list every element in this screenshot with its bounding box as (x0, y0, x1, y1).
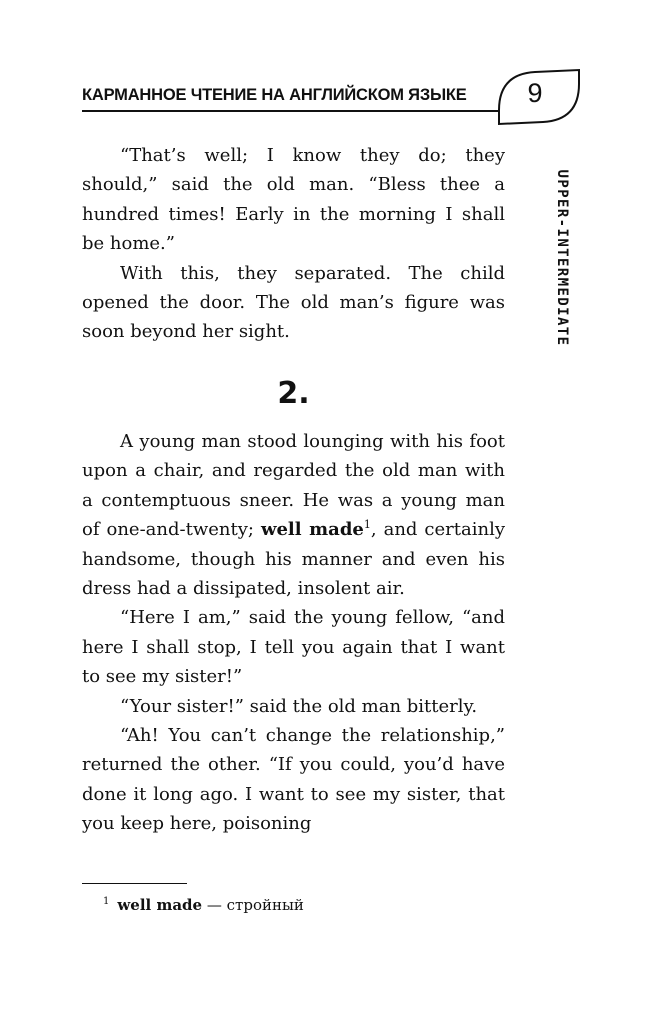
paragraph (82, 427, 505, 603)
text-block-chapter-2 (82, 427, 505, 839)
level-side-label: UPPER-INTERMEDIATE (554, 169, 570, 347)
page-number: 9 (527, 78, 543, 108)
text-block-top (82, 141, 505, 347)
footnote-divider (82, 883, 187, 884)
book-series-title: КАРМАННОЕ ЧТЕНИЕ НА АНГЛИЙСКОМ ЯЗЫКЕ (82, 86, 467, 104)
paragraph: “Here I am,” said the young fellow, “and here I shall stop, I tell you again that I want to see my sister!” (82, 607, 505, 688)
footnote-number: 1 (103, 896, 110, 907)
footnote-reference: 1 (363, 518, 371, 532)
footnote-translation: стройный (226, 896, 304, 914)
page-header (82, 68, 582, 126)
paragraph: “Your sister!” said the old man bitterly. (120, 695, 478, 717)
chapter-heading: 2. (277, 376, 310, 411)
footnote-term: well made (117, 896, 203, 914)
header-rule (82, 110, 507, 112)
paragraph-text: A young man stood lounging with his foot upon a chair, and regarded the old man with a contemptuous sneer. He was a young man of one-and-twenty; (82, 431, 505, 541)
paragraph: With this, they separated. The child opened the door. The old man’s figure was soon beyond her sight. (82, 262, 505, 343)
paragraph-text: , and certainly handsome, though his manner and even his dress had a dissipated, insolent air. (82, 519, 506, 600)
paragraph: “That’s well; I know they do; they should,” said the old man. “Bless thee a hundred times! Early in the morning I shall be home.” (82, 145, 505, 255)
paragraph: “Ah! You can’t change the relationship,” returned the other. “If you could, you’d have done it long ago. I want to see my sister, that you keep here, poisoning (82, 725, 505, 835)
footnote-dash: — (206, 896, 222, 914)
glossary-term: well made (260, 519, 364, 541)
footnote (103, 890, 503, 917)
